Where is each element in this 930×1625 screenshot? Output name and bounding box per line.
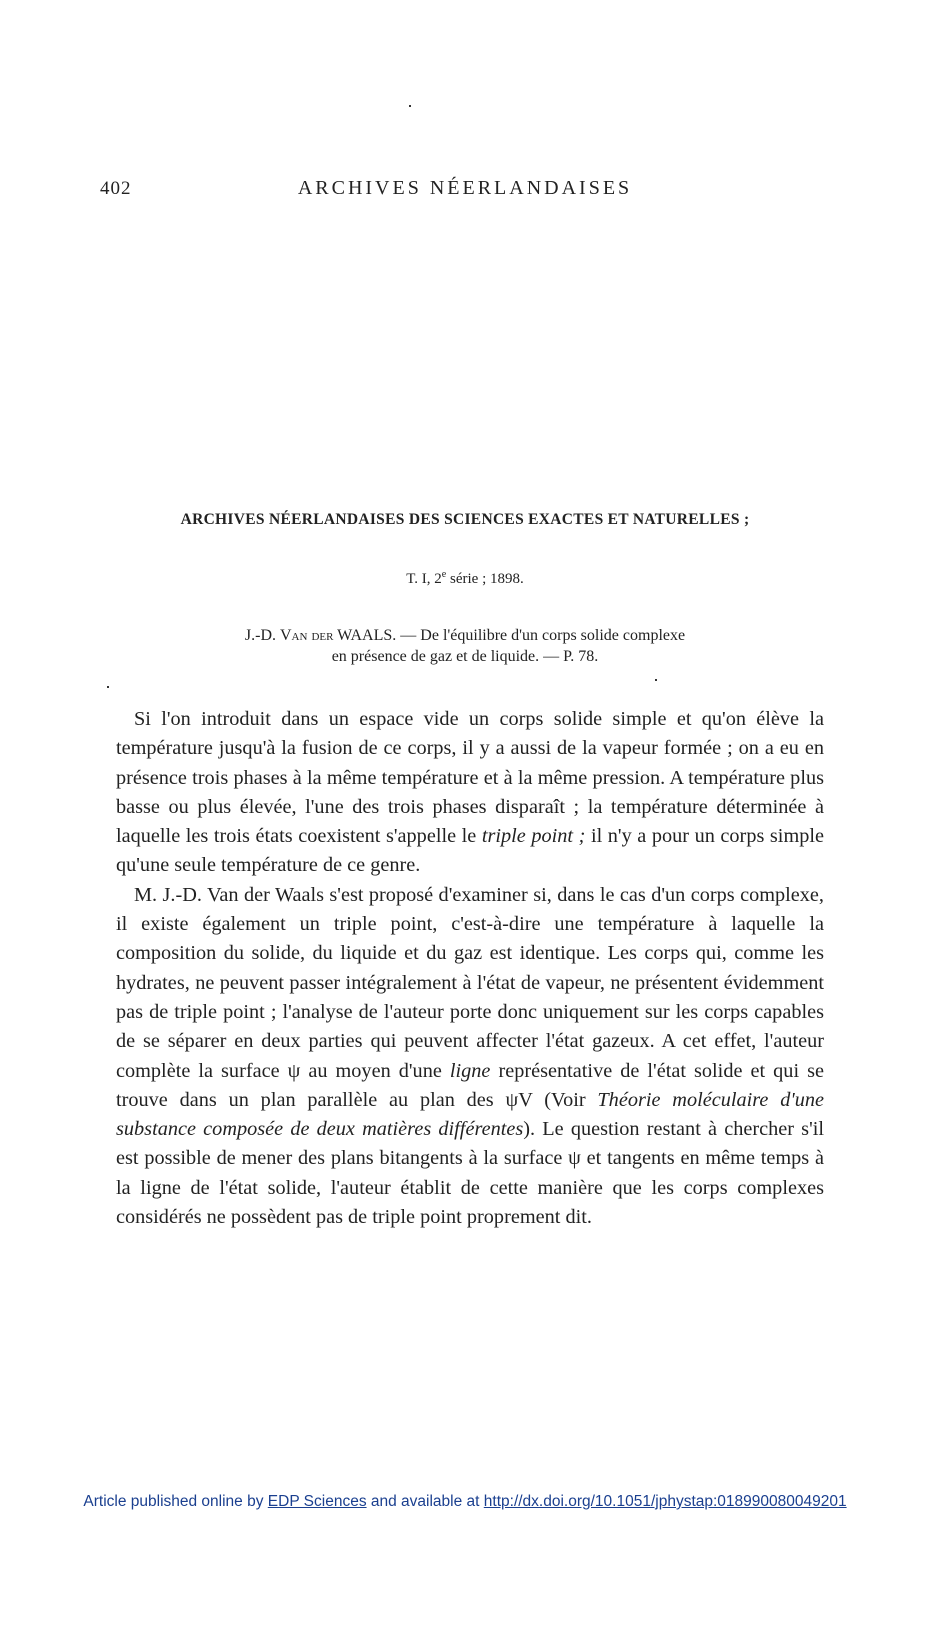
volume-suffix: série ; 1898. xyxy=(446,571,524,587)
author-surname: WAALS. xyxy=(333,627,397,644)
reference-line-1 xyxy=(0,625,930,646)
footer-middle: and available at xyxy=(366,1493,484,1510)
reference-citation xyxy=(0,625,930,667)
reference-title-2: en présence de gaz et de liquide. — P. 78. xyxy=(331,648,599,665)
volume-line xyxy=(0,569,930,588)
paragraph-1-emphasis: triple point ; xyxy=(481,825,586,848)
paragraph-2 xyxy=(116,881,824,1233)
paragraph-2-text-a: M. J.-D. Van der Waals s'est proposé d'examiner si, dans le cas d'un corps complexe, il existe également un triple point, c'est-à-dire une température à laquelle la composition du solide, du liquide et du gaz est identique. Les corps qui, comme les hydrates, ne peuvent passer intégralement à l'état de vapeur, ne présentent évidemment pas de triple point ; l'analyse de l'auteur porte donc uniquement sur les corps capables de se séparer en deux parties qui peuvent affecter l'état gazeux. A cet effet, l'auteur complète la surface ψ au moyen d'une xyxy=(116,883,824,1082)
scan-speck xyxy=(655,679,657,681)
volume-sup: e xyxy=(441,569,447,580)
reference-title-1: — De l'équilibre d'un corps solide complexe xyxy=(396,627,686,644)
publisher-link[interactable]: EDP Sciences xyxy=(267,1493,367,1510)
author-initials: J.-D. xyxy=(244,627,280,644)
paragraph-2-emphasis-1: ligne xyxy=(449,1059,491,1082)
volume-prefix: T. I, 2 xyxy=(406,571,442,587)
doi-link[interactable]: http://dx.doi.org/10.1051/jphystap:018990080049201 xyxy=(483,1493,847,1510)
scan-speck xyxy=(409,105,411,107)
paragraph-1-text-a: Si l'on introduit dans un espace vide un corps solide simple et qu'on élève la température jusqu'à la fusion de ce corps, il y a aussi de la vapeur formée ; on a eu en présence trois phases à la même température et à la même pression. A température plus basse ou plus élevée, l'une des trois phases disparaît ; la température déterminée à laquelle les trois états coexistent s'appelle le xyxy=(116,708,824,848)
paragraph-2-emphasis-2: Théorie moléculaire d'une substance composée de deux matières différentes xyxy=(116,1088,824,1141)
page-number: 402 xyxy=(100,178,132,199)
paragraph-1 xyxy=(116,705,824,881)
journal-title: ARCHIVES NÉERLANDAISES DES SCIENCES EXACTES ET NATURELLES ; xyxy=(180,511,750,528)
paragraph-1-text-b: il n'y a pour un corps simple qu'une seule température de ce genre. xyxy=(116,825,824,877)
paragraph-2-text-b: représentative de l'état solide et qui se trouve dans un plan parallèle au plan des ψV (Voir xyxy=(116,1059,825,1111)
publication-footer xyxy=(0,1493,930,1511)
footer-prefix: Article published online by xyxy=(83,1493,268,1510)
scan-speck xyxy=(107,686,109,688)
running-title: ARCHIVES NÉERLANDAISES xyxy=(297,177,633,199)
paragraph-2-text-c: ). Le question restant à chercher s'il est possible de mener des plans bitangents à la surface ψ et tangents en même temps à la ligne de l'état solide, l'auteur établit de cette manière que les corps complexes considérés ne possèdent pas de triple point proprement dit. xyxy=(116,1118,824,1229)
author-van-der: Van der xyxy=(280,627,334,644)
article-body xyxy=(116,705,824,1232)
